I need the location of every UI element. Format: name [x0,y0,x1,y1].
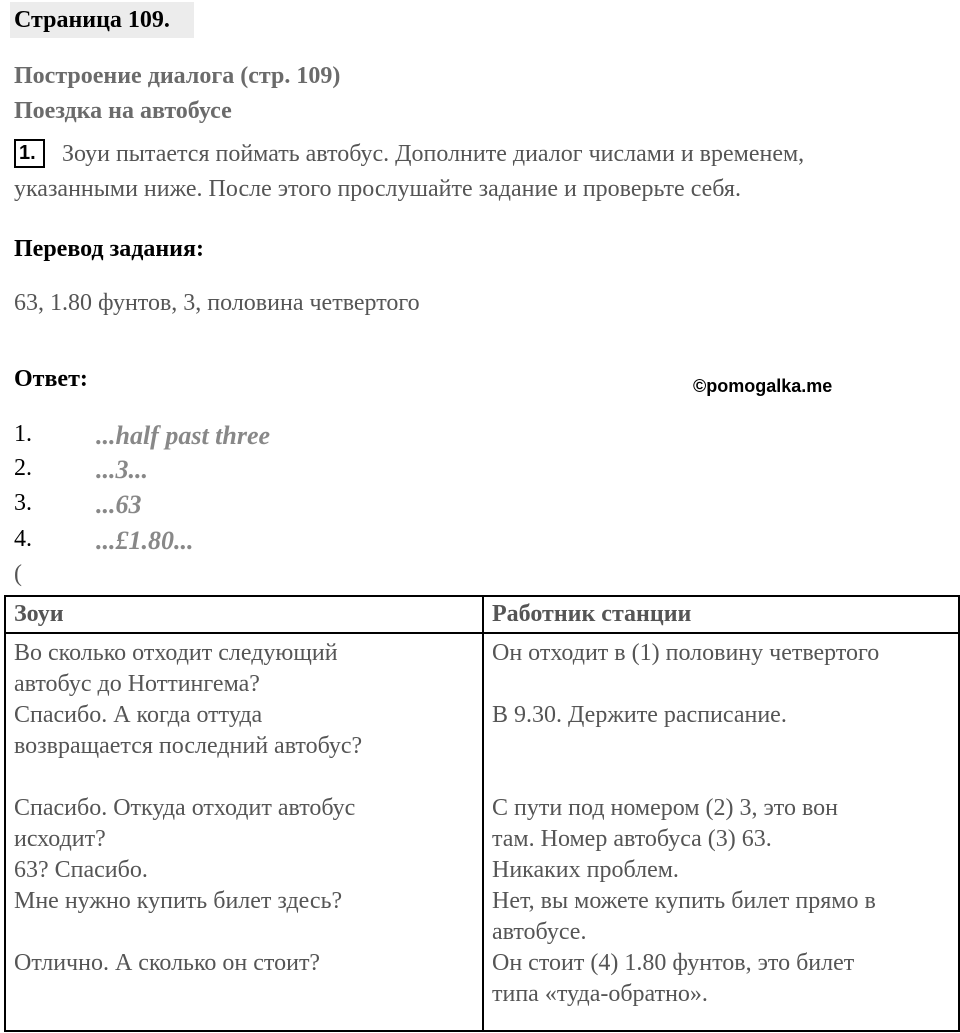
worker-line: типа «туда-обратно». [492,981,708,1007]
zoe-line: Спасибо. Откуда отходит автобус [14,795,356,821]
worker-line: Никаких проблем. [492,857,679,883]
worker-line [492,731,950,762]
zoe-line: 63? Спасибо. [14,857,148,883]
worker-line: В 9.30. Держите расписание. [492,702,787,728]
zoe-line: Спасибо. А когда оттуда [14,702,263,728]
worker-line: С пути под номером (2) 3, это вон [492,795,838,821]
answer-item [14,455,414,487]
answer-text: ...half past three [96,421,271,450]
answer-text: ...3... [96,455,148,484]
page-header-bar [10,2,194,38]
zoe-line [14,762,474,793]
translation-label: Перевод задания: [14,236,204,262]
zoe-line: возвращается последний автобус? [14,733,363,759]
zoe-line [14,917,474,948]
watermark: ©pomogalka.me [693,376,833,396]
task-text-line-1: Зоуи пытается поймать автобус. Дополните диалог числами и временем, [62,141,805,167]
subtitle: Поездка на автобусе [14,98,232,124]
answer-number: 3. [14,490,32,516]
column-header-zoe: Зоуи [5,596,483,633]
answer-number: 4. [14,526,32,552]
open-parenthesis: ( [14,561,22,587]
answer-text: ...63 [96,490,142,519]
task-text-line-2: указанными ниже. После этого прослушайте задание и проверьте себя. [14,176,741,202]
worker-line [492,762,950,793]
table-header-row [5,596,959,633]
zoe-line: исходит? [14,826,106,852]
column-header-station-worker: Работник станции [483,596,959,633]
zoe-line: Мне нужно купить билет здесь? [14,888,343,914]
zoe-column-cell [5,633,483,1031]
answer-number: 1. [14,421,32,447]
page-header: Страница 109. [14,7,170,33]
worker-line: автобусе. [492,919,587,945]
worker-line: там. Номер автобуса (3) 63. [492,826,772,852]
dialog-table [4,595,960,1032]
zoe-line: Во сколько отходит следующий [14,640,338,666]
translation-text: 63, 1.80 фунтов, 3, половина четвертого [14,290,420,316]
zoe-line: автобус до Ноттингема? [14,671,260,697]
answer-label: Ответ: [14,366,88,392]
worker-line: Он отходит в (1) половину четвертого [492,640,880,666]
answer-item [14,421,414,453]
answer-item [14,526,414,558]
worker-line [492,669,950,700]
worker-line: Он стоит (4) 1.80 фунтов, это билет [492,950,855,976]
answer-item [14,490,414,522]
answer-text: ...£1.80... [96,526,194,555]
zoe-line: Отлично. А сколько он стоит? [14,950,321,976]
station-worker-column-cell [483,633,959,1031]
worker-line: Нет, вы можете купить билет прямо в [492,888,876,914]
task-number-badge: 1. [14,139,45,168]
answer-number: 2. [14,455,32,481]
table-row [5,633,959,1031]
section-title: Построение диалога (стр. 109) [14,63,341,89]
